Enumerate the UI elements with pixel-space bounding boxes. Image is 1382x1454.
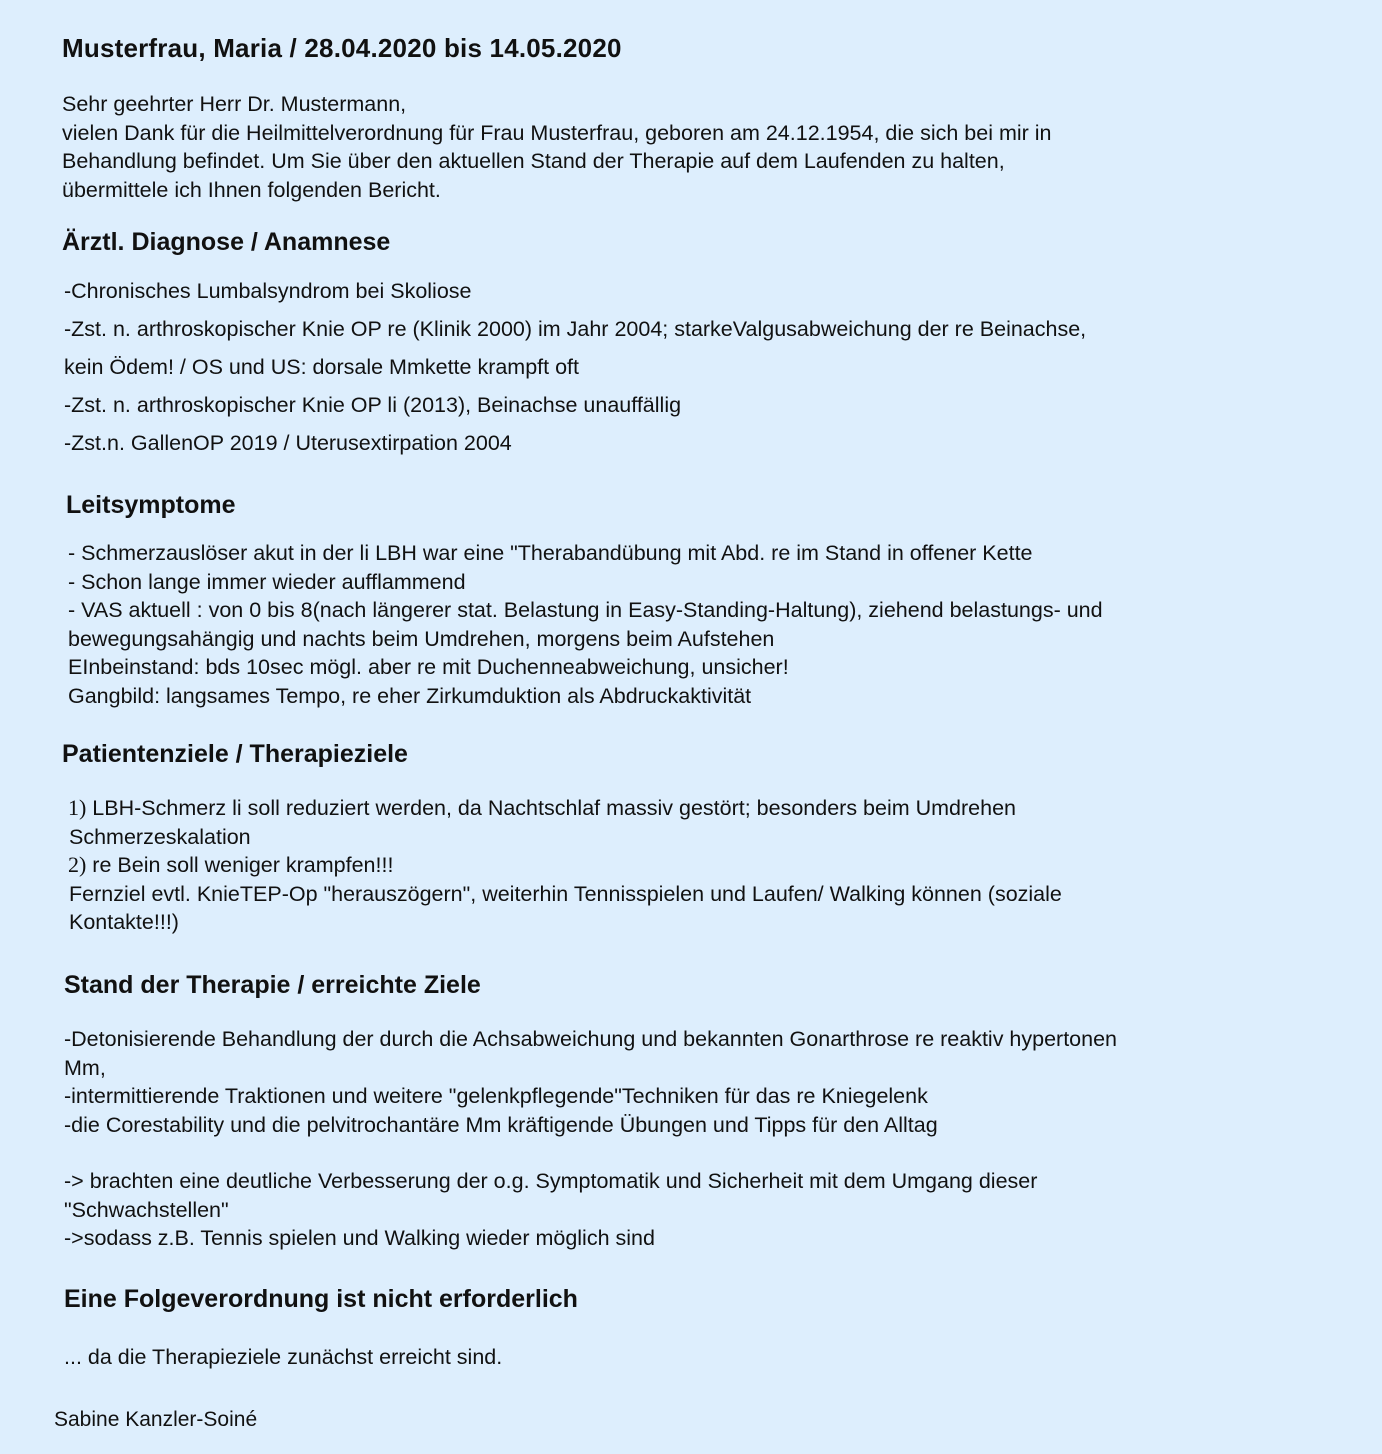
stand-line: -intermittierende Traktionen und weitere "gelenkpflegende"Techniken für das re Kniegelenk bbox=[64, 1084, 928, 1108]
diagnose-list bbox=[64, 272, 1086, 462]
stand-heading: Stand der Therapie / erreichte Ziele bbox=[64, 971, 481, 999]
intro-line: vielen Dank für die Heilmittelverordnung für Frau Musterfrau, geboren am 24.12.1954, die sich bei mir in bbox=[62, 120, 1052, 145]
leitsymptome-heading: Leitsymptome bbox=[66, 491, 236, 519]
stand-line: -die Corestability und die pelvitrochantäre Mm kräftigende Übungen und Tipps für den Alltag bbox=[64, 1112, 938, 1137]
folge-heading: Eine Folgeverordnung ist nicht erforderlich bbox=[64, 1285, 578, 1313]
result-line: ->sodass z.B. Tennis spielen und Walking wieder möglich sind bbox=[64, 1226, 655, 1250]
symptom-line: bewegungsahängig und nachts beim Umdrehen, morgens beim Aufstehen bbox=[68, 626, 775, 651]
diagnose-line: -Zst. n. arthroskopischer Knie OP re (Klinik 2000) im Jahr 2004; starkeValgusabweichung der re Beinachse, bbox=[64, 317, 1087, 341]
stand-results bbox=[64, 1167, 1037, 1253]
ziel-item-2 bbox=[68, 851, 1062, 880]
diagnose-line: -Zst. n. arthroskopischer Knie OP li (2013), Beinachse unauffällig bbox=[64, 393, 682, 417]
result-line: "Schwachstellen" bbox=[64, 1197, 229, 1222]
folge-text: ... da die Therapieziele zunächst erreicht sind. bbox=[64, 1345, 503, 1369]
symptom-line: Gangbild: langsames Tempo, re eher Zirkumduktion als Abdruckaktivität bbox=[68, 683, 752, 708]
signature-name: Sabine Kanzler-Soiné bbox=[54, 1408, 258, 1431]
ziele-heading: Patientenziele / Therapieziele bbox=[62, 740, 408, 768]
ziel-text: re Bein soll weniger krampfen!!! bbox=[86, 853, 394, 877]
report-title: Musterfrau, Maria / 28.04.2020 bis 14.05.2020 bbox=[62, 33, 622, 63]
diagnose-heading: Ärztl. Diagnose / Anamnese bbox=[62, 228, 391, 256]
ziele-list bbox=[68, 794, 1062, 937]
stand-line: -Detonisierende Behandlung der durch die Achsabweichung und bekannten Gonarthrose re reaktiv hypertonen bbox=[64, 1027, 1118, 1051]
ziel-number: 2) bbox=[68, 852, 87, 877]
intro-line: Behandlung befindet. Um Sie über den aktuellen Stand der Therapie auf dem Laufenden zu halten, bbox=[62, 149, 1005, 173]
ziel-item-1 bbox=[68, 794, 1062, 823]
ziel-continuation: Schmerzeskalation bbox=[69, 824, 251, 849]
symptom-line: - Schmerzauslöser akut in der li LBH war eine "Therabandübung mit Abd. re im Stand in offener Kette bbox=[68, 541, 1033, 565]
diagnose-line: kein Ödem! / OS und US: dorsale Mmkette krampft oft bbox=[64, 355, 580, 379]
ziel-text: LBH-Schmerz li soll reduziert werden, da Nachtschlaf massiv gestört; besonders beim Umdrehen bbox=[86, 796, 1016, 820]
symptom-line: - Schon lange immer wieder aufflammend bbox=[68, 569, 466, 594]
intro-line: Sehr geehrter Herr Dr. Mustermann, bbox=[62, 92, 407, 116]
symptom-line: - VAS aktuell : von 0 bis 8(nach längerer stat. Belastung in Easy-Standing-Haltung), ziehend belastungs- und bbox=[68, 598, 1103, 622]
stand-list bbox=[64, 1025, 1117, 1139]
intro-text bbox=[62, 90, 1052, 204]
leitsymptome-list bbox=[68, 539, 1103, 710]
ziel-number: 1) bbox=[68, 795, 87, 820]
diagnose-line: -Chronisches Lumbalsyndrom bei Skoliose bbox=[64, 279, 472, 303]
diagnose-line: -Zst.n. GallenOP 2019 / Uterusextirpation 2004 bbox=[64, 431, 512, 455]
fernziel-line: Kontakte!!!) bbox=[69, 910, 179, 934]
symptom-line: EInbeinstand: bds 10sec mögl. aber re mit Duchenneabweichung, unsicher! bbox=[68, 655, 789, 679]
stand-line: Mm, bbox=[64, 1055, 106, 1080]
fernziel-line: Fernziel evtl. KnieTEP-Op "herauszögern", weiterhin Tennisspielen und Laufen/ Walking können (soziale bbox=[69, 881, 1062, 906]
intro-line: übermittele ich Ihnen folgenden Bericht. bbox=[62, 177, 441, 202]
result-line: -> brachten eine deutliche Verbesserung der o.g. Symptomatik und Sicherheit mit dem Umgang dieser bbox=[64, 1169, 1038, 1193]
